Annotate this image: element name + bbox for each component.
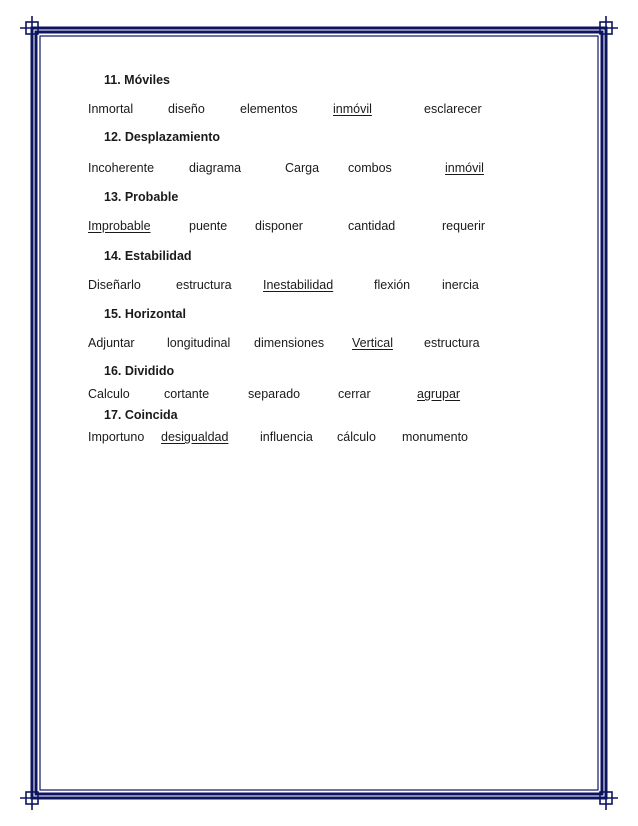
section-heading-11: 11. Móviles xyxy=(104,73,171,87)
option-word: Diseñarlo xyxy=(88,278,141,292)
option-word: requerir xyxy=(442,219,486,233)
section-heading-13: 13. Probable xyxy=(104,190,179,204)
option-word: diagrama xyxy=(189,161,242,175)
option-word: flexión xyxy=(374,278,411,292)
option-word: estructura xyxy=(176,278,232,292)
option-word: Carga xyxy=(285,161,320,175)
option-word: diseño xyxy=(168,102,205,116)
section-heading-16: 16. Dividido xyxy=(104,364,175,378)
option-word-underlined: inmóvil xyxy=(445,161,484,175)
option-word-underlined: Improbable xyxy=(88,219,151,233)
option-word-underlined: agrupar xyxy=(417,387,461,401)
option-word: esclarecer xyxy=(424,102,482,116)
option-word-underlined: inmóvil xyxy=(333,102,372,116)
option-word: Inmortal xyxy=(88,102,134,116)
option-word-underlined: Vertical xyxy=(352,336,393,350)
option-word: inercia xyxy=(442,278,479,292)
option-word: cálculo xyxy=(337,430,376,444)
option-word: cantidad xyxy=(348,219,396,233)
option-word: disponer xyxy=(255,219,303,233)
option-word: Importuno xyxy=(88,430,145,444)
option-word: cortante xyxy=(164,387,210,401)
option-word: puente xyxy=(189,219,228,233)
option-word: separado xyxy=(248,387,301,401)
option-word: estructura xyxy=(424,336,480,350)
section-heading-17: 17. Coincida xyxy=(104,408,178,422)
option-word: Calculo xyxy=(88,387,130,401)
section-heading-12: 12. Desplazamiento xyxy=(104,130,221,144)
option-word: cerrar xyxy=(338,387,371,401)
option-word: Incoherente xyxy=(88,161,155,175)
option-word: dimensiones xyxy=(254,336,325,350)
option-word-underlined: Inestabilidad xyxy=(263,278,334,292)
section-heading-15: 15. Horizontal xyxy=(104,307,186,321)
option-word: elementos xyxy=(240,102,298,116)
option-word: longitudinal xyxy=(167,336,231,350)
option-word: monumento xyxy=(402,430,469,444)
option-word: influencia xyxy=(260,430,313,444)
section-heading-14: 14. Estabilidad xyxy=(104,249,192,263)
option-word: combos xyxy=(348,161,392,175)
option-word: Adjuntar xyxy=(88,336,135,350)
option-word-underlined: desigualdad xyxy=(161,430,229,444)
